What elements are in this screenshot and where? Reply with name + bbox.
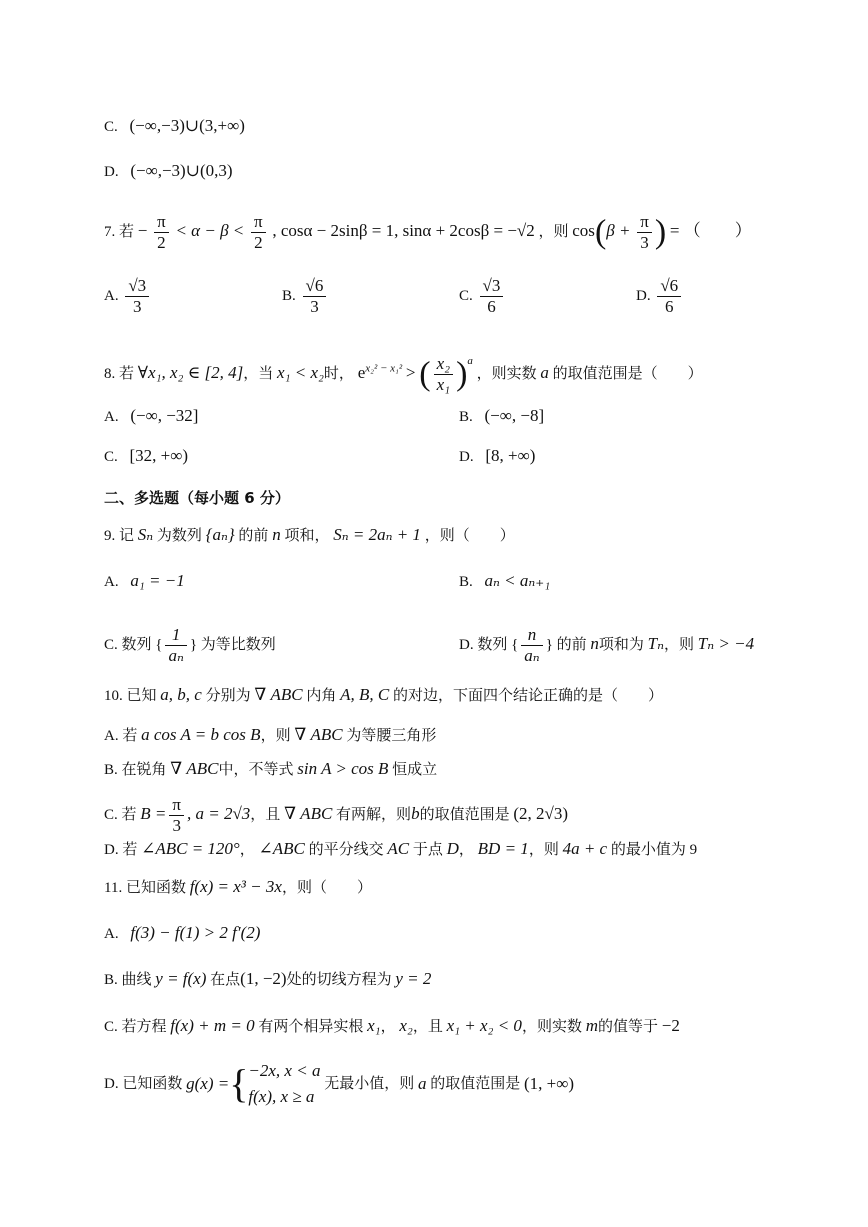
inequality: x₁ < x₂	[277, 363, 324, 382]
segment: AC	[387, 839, 410, 858]
text: 处的切线方程为	[286, 972, 392, 988]
text: 9. 记	[104, 528, 135, 544]
triangle: ∇ ABC	[294, 725, 343, 744]
option-expr: aₙ < aₙ₊₁	[484, 571, 551, 590]
pi-over-3: $\frac{\pi}{3}$	[169, 796, 184, 835]
range: (2, 2√3)	[513, 803, 568, 823]
option-expr: a₁ = −1	[130, 571, 185, 590]
one-over-an: $\frac{1}{\text{aₙ}}$	[165, 626, 186, 665]
text: 时，	[323, 366, 354, 382]
option-label: C.	[104, 119, 118, 135]
option-label: B.	[104, 762, 118, 778]
left-paren: (	[594, 213, 607, 251]
left-paren: (	[419, 355, 431, 393]
variable: b	[411, 803, 420, 823]
q11-option-a	[104, 922, 260, 945]
variable: B =	[140, 803, 167, 823]
option-label: B.	[459, 409, 473, 425]
angles: A, B, C	[340, 685, 390, 704]
option-label: C.	[459, 287, 473, 304]
text: 项和，	[284, 528, 330, 544]
variables: a, b, c	[160, 685, 202, 704]
option-expr: [32, +∞)	[129, 446, 189, 465]
option-label: D.	[636, 287, 651, 304]
answer-blank: = （ ）	[669, 220, 752, 240]
point: (1, −2)	[240, 969, 287, 988]
text: 曲线	[121, 972, 152, 988]
pi-over-3: $\frac{\pi}{3}$	[637, 213, 652, 252]
option-fraction: $\frac{√3}{6}$	[480, 277, 504, 316]
minus-sign: −	[137, 220, 148, 240]
option-label: B.	[104, 972, 118, 988]
inequality: Tₙ > −4	[697, 633, 755, 653]
text: 有两解，则	[336, 806, 412, 823]
piecewise-cases: −2x, x < a f(x), x ≥ a	[248, 1061, 321, 1106]
equation: f(x) + m = 0	[170, 1016, 255, 1035]
x2-over-x1: $\frac{\text{x₂}}{\text{x₁}}$	[434, 355, 453, 394]
right-paren: )	[456, 355, 468, 393]
text: 有两个相异实根	[258, 1019, 364, 1035]
text: } 为等比数列	[189, 636, 276, 653]
q9-option-a	[104, 570, 185, 593]
q7-option-d	[636, 277, 684, 316]
text: ，	[458, 842, 474, 858]
exp-expr: $e^{x_2^2 - x_1^2}$	[357, 362, 403, 382]
inequality: f(3) − f(1) > 2 f′(2)	[130, 923, 261, 942]
text: 若方程	[121, 1019, 167, 1035]
text: 10. 已知	[104, 688, 157, 704]
text: ，则实数	[476, 366, 537, 382]
q10-option-a	[104, 724, 436, 747]
q7-option-a	[104, 277, 152, 316]
text: ，	[380, 1019, 396, 1035]
option-label: A.	[104, 574, 119, 590]
equation: Sₙ = 2aₙ + 1	[333, 525, 421, 544]
text: 若	[122, 842, 138, 858]
option-label: D.	[459, 636, 474, 653]
text: 无最小值，则	[324, 1076, 415, 1092]
text: ，当	[243, 366, 274, 382]
condition: , cosα − 2sinβ = 1, sinα + 2cosβ = −√2	[272, 220, 535, 240]
function: g(x) =	[186, 1074, 230, 1093]
question-number: 7. 若	[104, 223, 135, 240]
option-label: A.	[104, 287, 119, 304]
text: 的取值范围是	[419, 806, 510, 823]
variable: a	[540, 363, 549, 382]
option-label: C.	[104, 1019, 118, 1035]
range: (1, +∞)	[523, 1074, 575, 1093]
text: 的值等于	[597, 1019, 658, 1035]
q10-option-c	[104, 796, 568, 835]
inequality: x₁ + x₂ < 0	[446, 1016, 522, 1035]
q8-option-d	[459, 445, 535, 468]
n-over-an: $\frac{n}{\text{aₙ}}$	[521, 626, 542, 665]
text: 的前	[238, 528, 269, 544]
q7-stem	[104, 213, 752, 252]
option-label: A.	[104, 926, 119, 942]
q7-option-c	[459, 277, 506, 316]
variable: n	[272, 525, 281, 544]
option-label: A.	[104, 728, 119, 744]
option-fraction: $\frac{√6}{3}$	[303, 277, 327, 316]
inequality: sin A > cos B	[297, 759, 389, 778]
expression: 4a + c	[562, 839, 608, 858]
text: 为等腰三角形	[346, 728, 437, 744]
value: −2	[661, 1016, 680, 1035]
text: ，且	[412, 1019, 443, 1035]
question-number: 8. 若	[104, 366, 135, 382]
option-label: D.	[104, 164, 119, 180]
text: 内角	[306, 688, 337, 704]
option-fraction: $\frac{√3}{3}$	[125, 277, 149, 316]
text: 11. 已知函数	[104, 880, 186, 896]
text: 为数列	[156, 528, 202, 544]
line-equation: y = 2	[395, 969, 432, 988]
condition: ∀x₁, x₂ ∈ [2, 4]	[137, 363, 244, 382]
option-label: C.	[104, 636, 118, 653]
option-label: B.	[459, 574, 473, 590]
pi-over-2: $\frac{\pi}{2}$	[154, 213, 169, 252]
curve: y = f(x)	[155, 969, 207, 988]
value: , a = 2√3	[186, 803, 251, 823]
text: 在点	[210, 972, 241, 988]
option-label: C.	[104, 806, 118, 823]
text: ，且	[250, 806, 281, 823]
q10-option-d	[104, 838, 697, 861]
variable: a	[417, 1074, 427, 1093]
option-fraction: $\frac{√6}{6}$	[657, 277, 681, 316]
q11-option-d	[104, 1058, 574, 1110]
text: ，则（ ）	[281, 880, 372, 896]
text: ，则	[528, 842, 559, 858]
ask-text: ，则	[538, 223, 569, 240]
text: ，则	[260, 728, 291, 744]
q8-option-a	[104, 405, 198, 428]
q8-option-b	[459, 405, 544, 428]
option-label: B.	[282, 287, 296, 304]
text: } 的前	[545, 636, 587, 653]
q6-option-c	[104, 115, 245, 138]
triangle: ∇ ABC	[254, 685, 303, 704]
option-label: D.	[459, 449, 474, 465]
q10-option-b	[104, 758, 437, 781]
q9-option-b	[459, 570, 550, 593]
equation: a cos A = b cos B	[141, 725, 261, 744]
variable: n	[590, 633, 599, 653]
text: ，则实数	[521, 1019, 582, 1035]
option-expr: (−∞, −32]	[130, 406, 199, 425]
point: D	[446, 839, 459, 858]
variable: Tₙ	[647, 633, 665, 653]
angle: ∠ABC = 120°	[141, 839, 240, 858]
text: 在锐角	[121, 762, 167, 778]
q8-option-c	[104, 445, 188, 468]
text: 于点	[412, 842, 443, 858]
option-expr: (−∞,−3)∪(3,+∞)	[129, 116, 245, 135]
triangle: ∇ ABC	[284, 803, 333, 823]
text: 的取值范围是（ ）	[552, 366, 703, 382]
variable: x₁	[367, 1016, 381, 1035]
text: 恒成立	[392, 762, 438, 778]
cos-expr: cos	[572, 220, 595, 240]
q11-stem	[104, 876, 372, 899]
text: 的最小值为 9	[610, 842, 698, 858]
variable: m	[585, 1016, 598, 1035]
equation: BD = 1	[477, 839, 529, 858]
text: ，则	[664, 636, 695, 653]
q9-stem	[104, 524, 515, 547]
option-label: D.	[104, 842, 119, 858]
text: 若	[121, 806, 137, 823]
option-expr: (−∞,−3)∪(0,3)	[130, 161, 233, 180]
text: 若	[122, 728, 138, 744]
q7-option-b	[282, 277, 329, 316]
variable: Sₙ	[137, 525, 154, 544]
gt-sign: >	[405, 363, 416, 382]
option-label: C.	[104, 449, 118, 465]
section-heading: 二、多选题（每小题 6 分）	[104, 489, 290, 507]
angle: ∠ABC	[258, 839, 305, 858]
q8-stem	[104, 350, 703, 394]
text: 已知函数	[122, 1076, 183, 1092]
q11-option-b	[104, 968, 431, 991]
q11-option-c	[104, 1015, 680, 1038]
q6-option-d	[104, 160, 233, 183]
left-brace: {	[229, 1061, 249, 1106]
triangle: ∇ ABC	[170, 759, 219, 778]
q9-option-c	[104, 626, 276, 665]
q10-stem	[104, 684, 663, 707]
option-label: A.	[104, 409, 119, 425]
text: 分别为	[205, 688, 251, 704]
variable: x₂	[399, 1016, 413, 1035]
text: 的对边，下面四个结论正确的是（ ）	[392, 688, 663, 704]
q9-option-d	[459, 626, 754, 665]
text: ，则（ ）	[424, 528, 515, 544]
pi-over-2: $\frac{\pi}{2}$	[251, 213, 266, 252]
option-expr: [8, +∞)	[485, 446, 536, 465]
text: ，	[239, 842, 255, 858]
option-label: D.	[104, 1076, 119, 1092]
power: a	[467, 355, 473, 367]
text: 中，不等式	[218, 762, 294, 778]
text: 的取值范围是	[430, 1076, 521, 1092]
text: 数列 {	[121, 636, 163, 653]
sequence: {aₙ}	[205, 525, 235, 544]
condition: < α − β <	[175, 220, 245, 240]
text: 项和为	[598, 636, 644, 653]
right-paren: )	[654, 213, 667, 251]
text: 数列 {	[477, 636, 519, 653]
inner-expr: β +	[606, 220, 631, 240]
text: 的平分线交	[308, 842, 384, 858]
function: f(x) = x³ − 3x	[189, 877, 282, 896]
option-expr: (−∞, −8]	[484, 406, 545, 425]
